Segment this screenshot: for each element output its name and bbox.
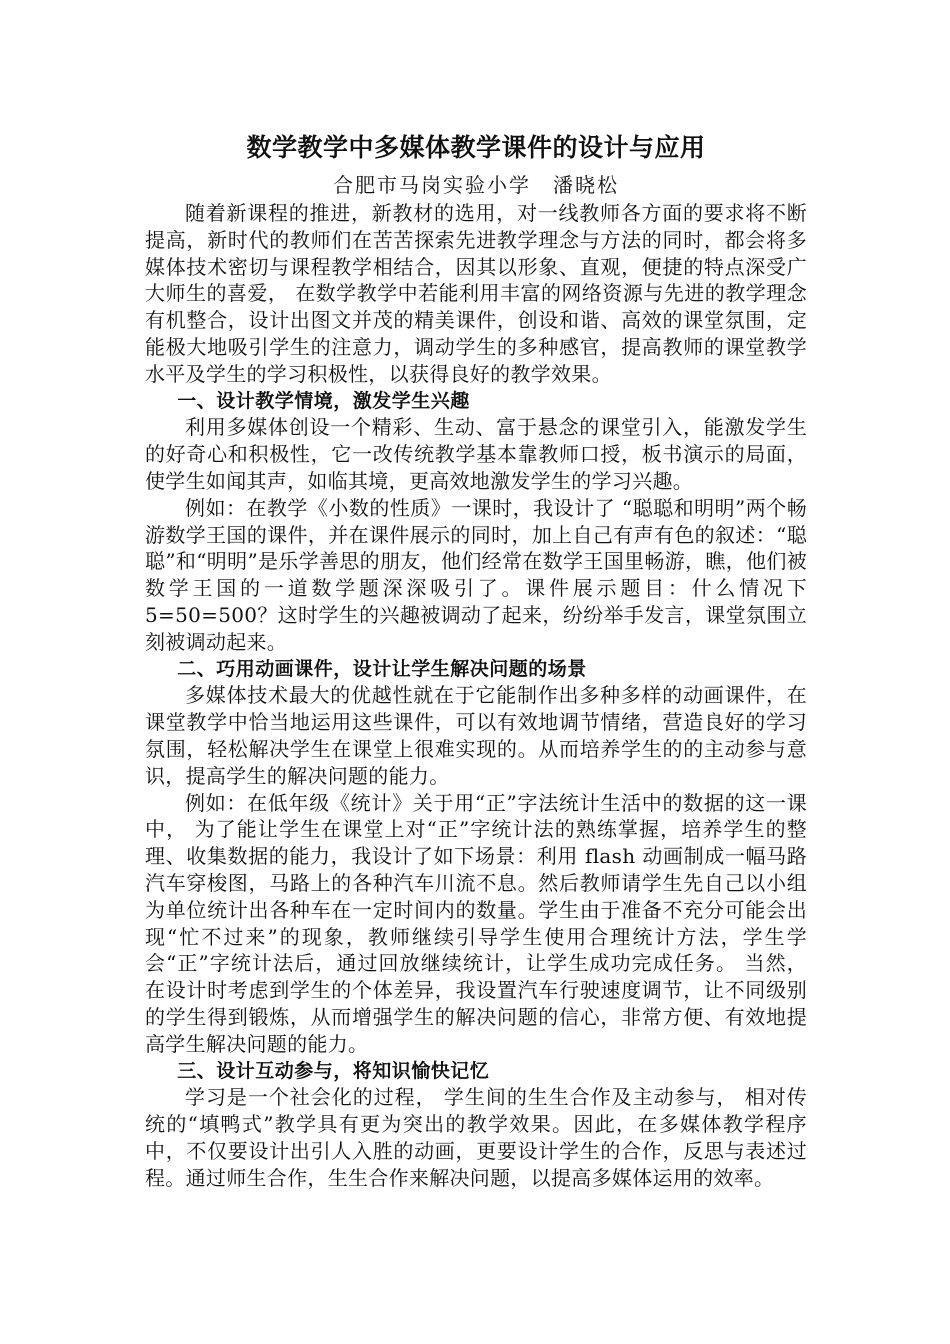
author-line bbox=[145, 170, 807, 200]
section-1-paragraph-1: 利用多媒体创设一个精彩、生动、富于悬念的课堂引入，能激发学生的好奇心和积极性，它一改传统教学基本靠教师口授，板书演示的局面，使学生如闻其声，如临其境，更高效地激发学生的学习兴趣。 bbox=[145, 415, 807, 493]
section-3-paragraph-1: 学习是一个社会化的过程， 学生间的生生合作及主动参与， 相对传统的“填鸭式”教学具有更为突出的教学效果。因此，在多媒体教学程序中，不仅要设计出引人入胜的动画，更要设计学生的合作，反思与表述过程。通过师生合作，生生合作来解决问题，以提高多媒体运用的效率。 bbox=[145, 1085, 807, 1190]
section-1-heading: 一、设计教学情境，激发学生兴趣 bbox=[177, 389, 470, 412]
document-title: 数学教学中多媒体教学课件的设计与应用 bbox=[246, 133, 706, 162]
section-3-heading: 三、设计互动参与，将知识愉快记忆 bbox=[177, 1059, 490, 1082]
document-page bbox=[145, 130, 807, 1191]
section-2-paragraph-2: 例如：在低年级《统计》关于用“正”字法统计生活中的数据的这一课中， 为了能让学生在课堂上对“正”字统计法的熟练掌握，培养学生的整理、收集数据的能力，我设计了如下场景：利用 flash 动画制成一幅马路汽车穿梭图，马路上的各种汽车川流不息。然后教师请学生先自己以小组为单位统计出各种车在一定时间内的数量。学生由于准备不充分可能会出现“忙不过来”的现象，教师继续引导学生使用合理统计方法，学生学会“正”字统计法后，通过回放继续统计，让学生成功完成任务。 当然， 在设计时考虑到学生的个体差异，我设置汽车行驶速度调节，让不同级别的学生得到锻炼，从而增强学生的解决问题的信心，非常方便、有效地提高学生解决问题的能力。 bbox=[145, 790, 807, 1056]
section-2-paragraph-1: 多媒体技术最大的优越性就在于它能制作出多种多样的动画课件，在课堂教学中恰当地运用这些课件，可以有效地调节情绪，营造良好的学习氛围，轻松解决学生在课堂上很难实现的。从而培养学生的的主动参与意识，提高学生的解决问题的能力。 bbox=[145, 683, 807, 788]
section-2-heading: 二、巧用动画课件，设计让学生解决问题的场景 bbox=[177, 657, 587, 680]
author-name: 潘晓松 bbox=[553, 173, 619, 197]
intro-paragraph: 随着新课程的推进，新教材的选用，对一线教师各方面的要求将不断提高，新时代的教师们在苦苦探索先进教学理念与方法的同时，都会将多媒体技术密切与课程教学相结合，因其以形象、直观，便捷的特点深受广大师生的喜爱， 在数学教学中若能利用丰富的网络资源与先进的教学理念有机整合，设计出图文并茂的精美课件，创设和谐、高效的课堂氛围，定能极大地吸引学生的注意力，调动学生的多种感官，提高教师的课堂教学水平及学生的学习积极性，以获得良好的教学效果。 bbox=[145, 201, 807, 386]
school-name: 合肥市马岗实验小学 bbox=[333, 173, 531, 197]
section-1-paragraph-2: 例如：在教学《小数的性质》一课时，我设计了 “聪聪和明明”两个畅游数学王国的课件，并在课件展示的同时，加上自己有声有色的叙述：“聪聪”和“明明”是乐学善思的朋友，他们经常在数学王国里畅游，瞧，他们被数学王国的一道数学题深深吸引了。课件展示题目：什么情况下 5=50=500？这时学生的兴趣被调动了起来，纷纷举手发言，课堂氛围立刻被调动起来。 bbox=[145, 495, 807, 654]
